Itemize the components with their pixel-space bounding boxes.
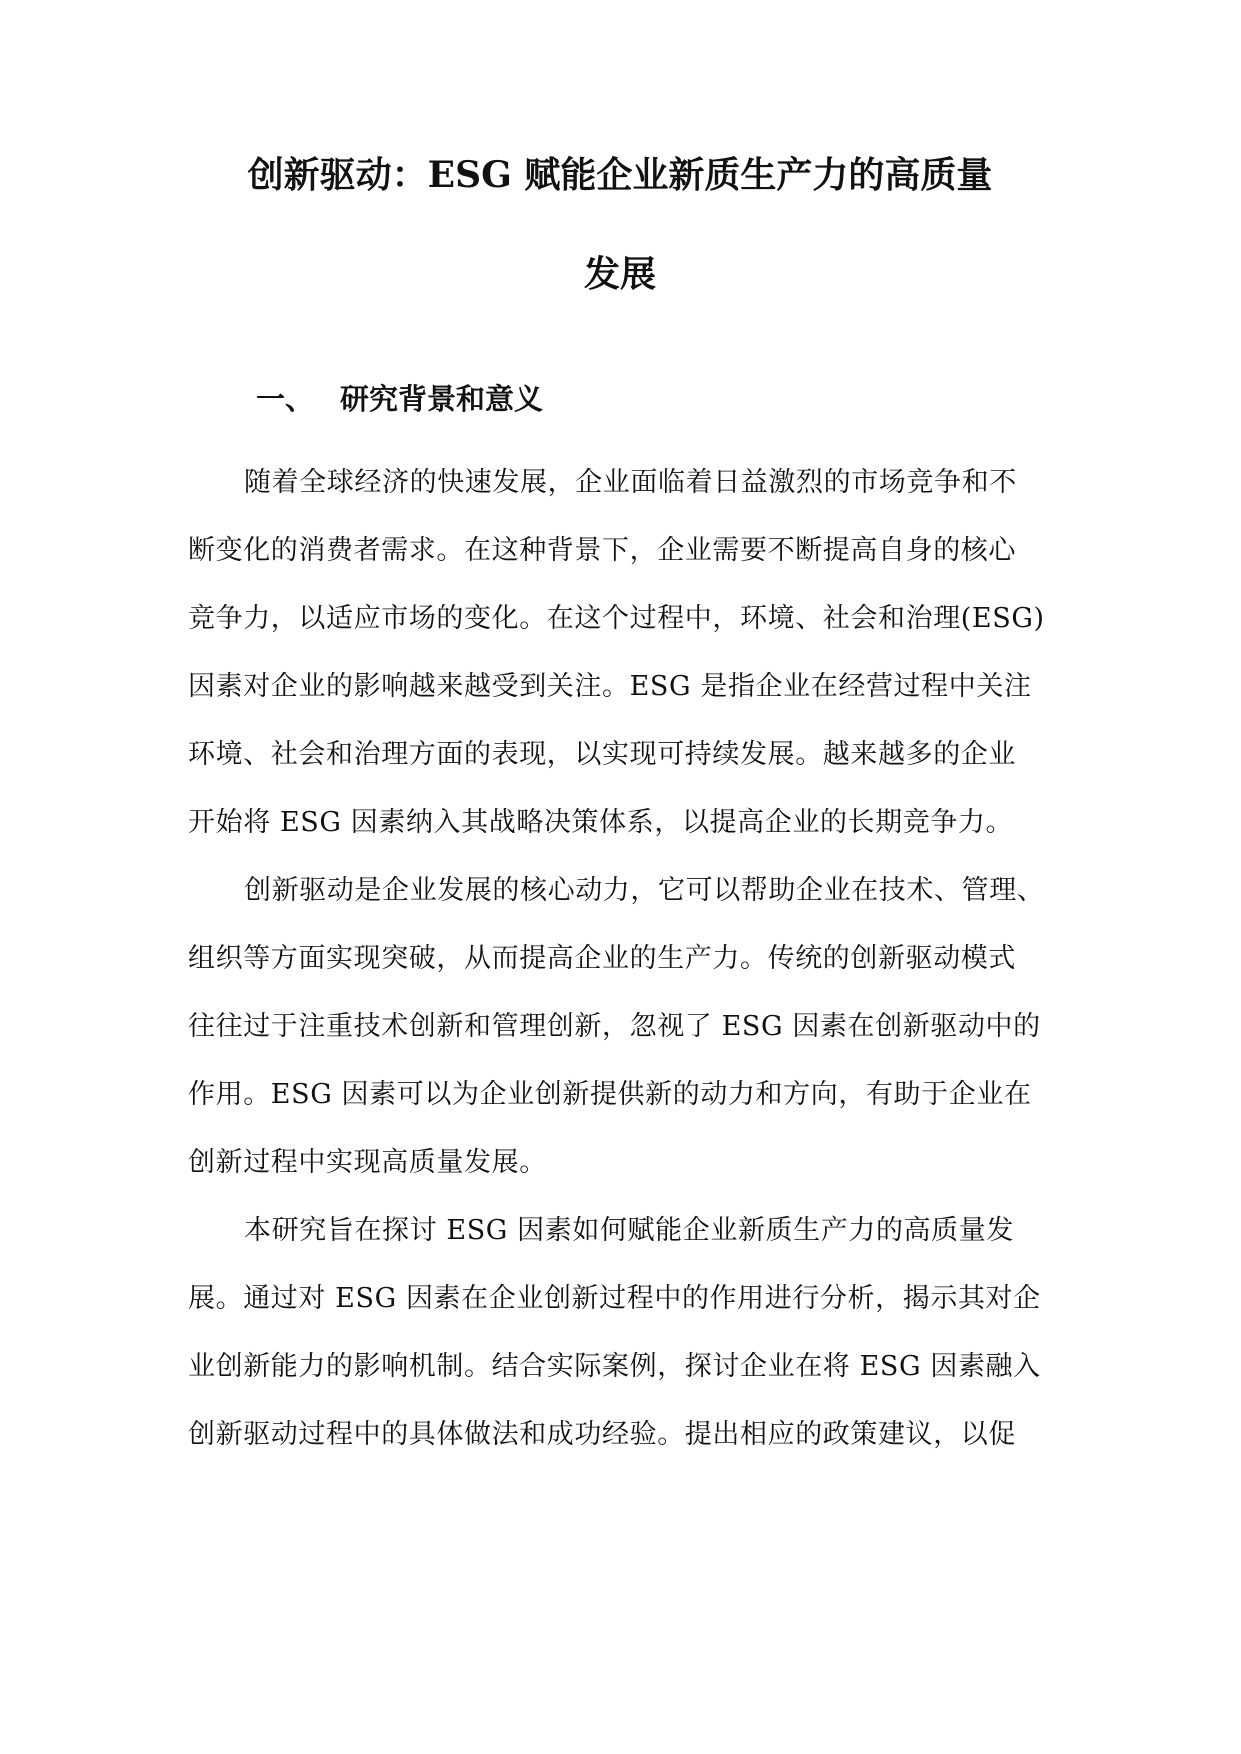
paragraph-line: 往往过于注重技术创新和管理创新，忽视了 ESG 因素在创新驱动中的 <box>188 1011 1041 1042</box>
paragraph-line: 因素对企业的影响越来越受到关注。ESG 是指企业在经营过程中关注 <box>188 671 1032 702</box>
paragraph-line: 开始将 ESG 因素纳入其战略决策体系，以提高企业的长期竞争力。 <box>188 807 1014 838</box>
section-number: 一、 <box>256 382 315 416</box>
paragraph-line: 作用。ESG 因素可以为企业创新提供新的动力和方向，有助于企业在 <box>188 1079 1032 1110</box>
paragraph-line: 创新驱动是企业发展的核心动力，它可以帮助企业在技术、管理、 <box>244 875 1045 906</box>
paragraph-line: 环境、社会和治理方面的表现，以实现可持续发展。越来越多的企业 <box>188 739 1016 770</box>
section-heading <box>256 381 543 417</box>
paragraph-line: 展。通过对 ESG 因素在企业创新过程中的作用进行分析，揭示其对企 <box>188 1283 1041 1314</box>
paragraph-line: 创新驱动过程中的具体做法和成功经验。提出相应的政策建议，以促 <box>188 1419 1016 1450</box>
section-title: 研究背景和意义 <box>340 382 544 416</box>
document-body <box>188 465 1064 1485</box>
paragraph-line: 断变化的消费者需求。在这种背景下，企业需要不断提高自身的核心 <box>188 535 1016 566</box>
paragraph-3 <box>188 1213 1064 1485</box>
paragraph-1 <box>188 465 1064 873</box>
paragraph-line: 随着全球经济的快速发展，企业面临着日益激烈的市场竞争和不 <box>244 467 1017 498</box>
paragraph-2 <box>188 873 1064 1213</box>
paragraph-line: 创新过程中实现高质量发展。 <box>188 1147 547 1178</box>
document-title-line-1: 创新驱动：ESG 赋能企业新质生产力的高质量 <box>247 154 993 196</box>
paragraph-line: 组织等方面实现突破，从而提高企业的生产力。传统的创新驱动模式 <box>188 943 1016 974</box>
paragraph-line: 业创新能力的影响机制。结合实际案例，探讨企业在将 ESG 因素融入 <box>188 1351 1041 1382</box>
paragraph-line: 本研究旨在探讨 ESG 因素如何赋能企业新质生产力的高质量发 <box>244 1215 1014 1246</box>
document-title-line-2: 发展 <box>583 253 656 295</box>
paragraph-line: 竞争力，以适应市场的变化。在这个过程中，环境、社会和治理(ESG) <box>188 603 1045 634</box>
